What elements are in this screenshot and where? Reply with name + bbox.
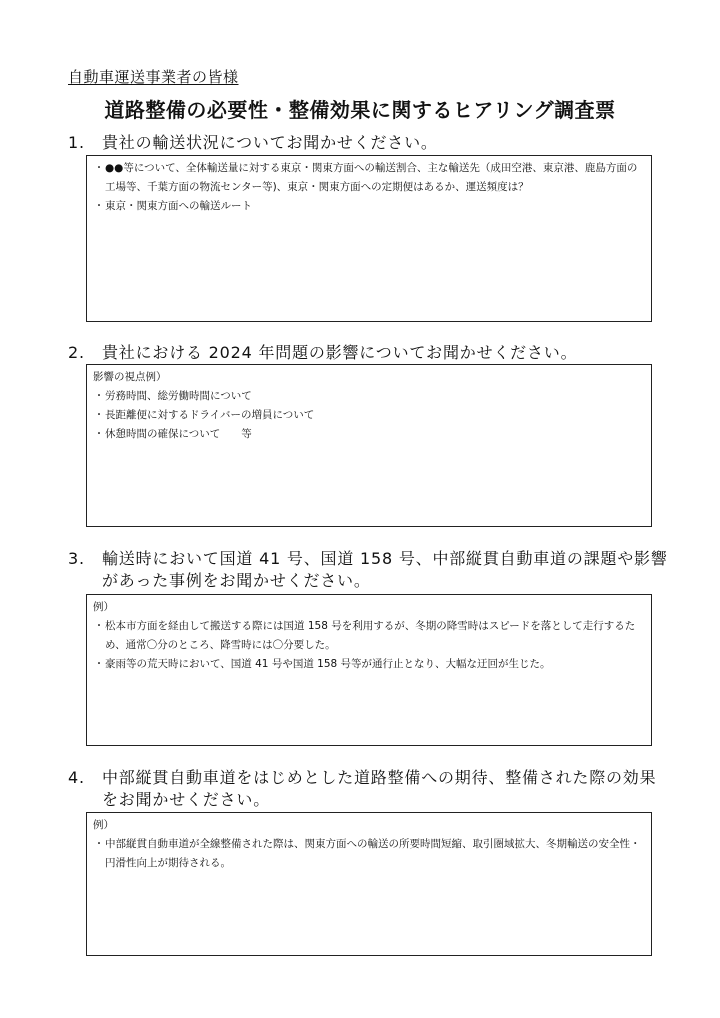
answer-box-1[interactable]	[86, 155, 652, 322]
bullet-mark: ・	[93, 162, 105, 174]
addressee-line: 自動車運送事業者の皆様	[68, 68, 239, 86]
question-text: 貴社における 2024 年問題の影響についてお聞かせください。	[102, 343, 578, 362]
bullet-text: 東京・関東方面への輸送ルート	[105, 200, 252, 212]
bullet-text: 休憩時間の確保について 等	[105, 428, 252, 440]
list-item	[93, 425, 645, 444]
list-item	[93, 617, 645, 655]
bullet-text: 松本市方面を経由して搬送する際には国道 158 号を利用するが、冬期の降雪時はスピードを落として走行するため、通常〇分のところ、降雪時には〇分要した。	[105, 620, 636, 651]
document-title: 道路整備の必要性・整備効果に関するヒアリング調査票	[104, 98, 616, 122]
question-4-heading	[68, 767, 656, 811]
question-number: 4.	[68, 768, 85, 787]
bullet-mark: ・	[93, 390, 105, 402]
list-item	[93, 387, 645, 406]
question-number: 3.	[68, 549, 85, 568]
bullet-text: 長距離便に対するドライバーの増員について	[105, 409, 315, 421]
list-item	[93, 835, 645, 873]
bullet-text: 豪雨等の荒天時において、国道 41 号や国道 158 号等が通行止となり、大幅な迂回が生じた。	[105, 658, 551, 670]
list-item	[93, 406, 645, 425]
box-label: 影響の視点例）	[93, 371, 167, 383]
bullet-mark: ・	[93, 838, 105, 850]
answer-box-2[interactable]	[86, 364, 652, 527]
bullet-text: ●●等について、全体輸送量に対する東京・関東方面への輸送割合、主な輸送先（成田空港、東京港、鹿島方面の工場等、千葉方面の物流センター等)、東京・関東方面への定期便はあるか、運送頻度は？	[105, 162, 638, 193]
answer-box-3[interactable]	[86, 594, 652, 746]
list-item	[93, 655, 645, 674]
question-text: 中部縦貫自動車道をはじめとした道路整備への期待、整備された際の効果 をお聞かせください。	[102, 768, 657, 809]
bullet-mark: ・	[93, 620, 105, 632]
question-number: 2.	[68, 343, 85, 362]
bullet-mark: ・	[93, 658, 105, 670]
bullet-text: 労務時間、総労働時間について	[105, 390, 252, 402]
question-1-heading	[68, 132, 438, 154]
bullet-mark: ・	[93, 428, 105, 440]
list-item	[93, 159, 645, 197]
box-label: 例）	[93, 819, 114, 831]
answer-box-4[interactable]	[86, 812, 652, 956]
question-2-heading	[68, 342, 577, 364]
question-number: 1.	[68, 133, 85, 152]
bullet-text: 中部縦貫自動車道が全線整備された際は、関東方面への輸送の所要時間短縮、取引圏域拡大、冬期輸送の安全性・円滑性向上が期待される。	[105, 838, 641, 869]
bullet-mark: ・	[93, 200, 105, 212]
question-text: 貴社の輸送状況についてお聞かせください。	[102, 133, 438, 152]
question-3-heading	[68, 548, 668, 592]
bullet-mark: ・	[93, 409, 105, 421]
question-text: 輸送時において国道 41 号、国道 158 号、中部縦貫自動車道の課題や影響 があった事例をお聞かせください。	[102, 549, 668, 590]
list-item	[93, 197, 645, 216]
box-label: 例）	[93, 601, 114, 613]
